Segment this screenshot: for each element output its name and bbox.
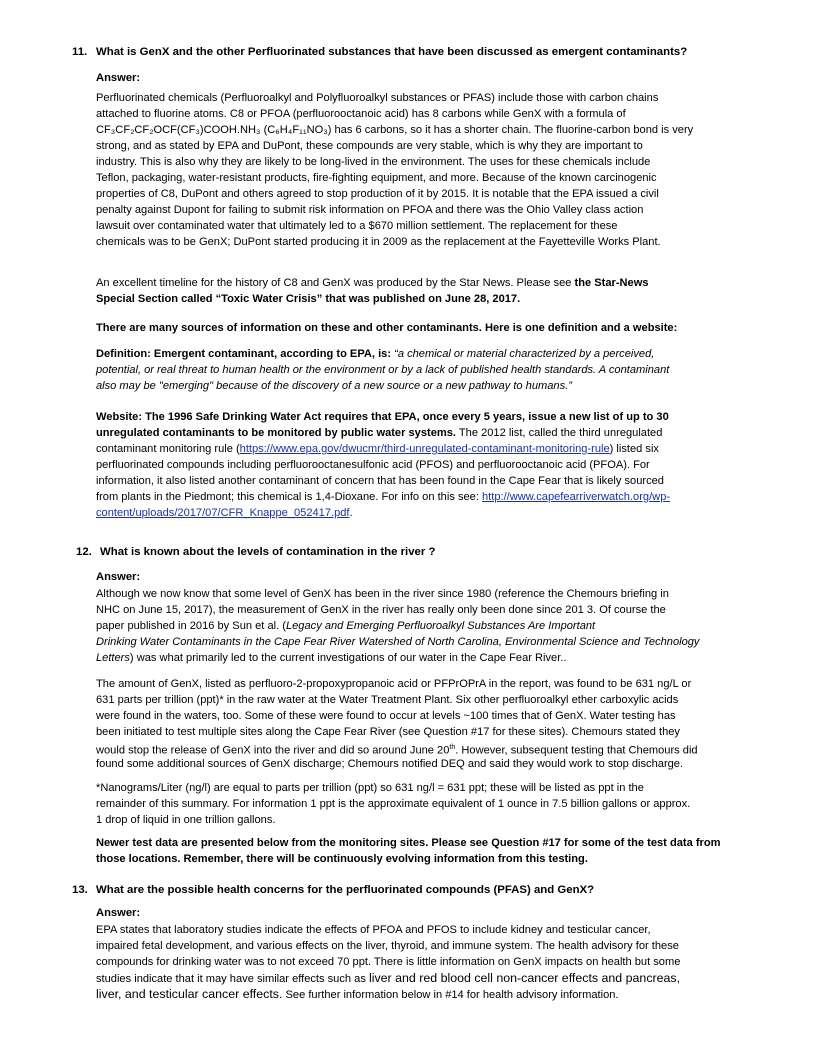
text-line: compounds for drinking water was to not exceed 70 ppt. There is little information on GenX impacts on health but some	[96, 956, 681, 968]
text-run: An excellent timeline for the history of C8 and GenX was produced by the Star News. Please see	[96, 277, 575, 289]
superscript: th	[449, 744, 456, 751]
text-run: liver, and testicular cancer effects.	[96, 987, 283, 1001]
q13-paragraph-1	[96, 922, 760, 1002]
answer-label: Answer:	[96, 72, 141, 84]
paper-title: Legacy and Emerging Perfluoroalkyl Substances Are Important	[285, 620, 596, 632]
text-line: Special Section called “Toxic Water Crisis” that was published on June 28, 2017.	[96, 293, 521, 305]
text-line: CF₃CF₂CF₂OCF(CF₃)COOH.NH₃ (C₆H₄F₁₁NO₃) has 6 carbons, so it has a shorter chain. The fluorine-carbon bond is very	[96, 124, 694, 136]
question-text: What is GenX and the other Perfluorinated substances that have been discussed as emergent contaminants?	[96, 46, 688, 58]
journal-name: Letters	[96, 652, 130, 664]
question-number: 13.	[72, 884, 88, 896]
text-run: .	[349, 507, 353, 519]
text-line: attached to fluorine atoms. C8 or PFOA (perfluorooctanoic acid) has 8 carbons while GenX with a formula of	[96, 108, 626, 120]
q12-footnote	[96, 780, 760, 828]
text-line: Teflon, packaging, water-resistant products, fire-fighting equipment, and more. Because of the known carcinogenic	[96, 172, 657, 184]
text-line: industry. This is also why they are likely to be long-lived in the environment. The uses for these chemicals include	[96, 156, 651, 168]
text-line: Newer test data are presented below from the monitoring sites. Please see Question #17 for some of the test data from	[96, 837, 721, 849]
question-12	[76, 545, 435, 559]
text-line: strong, and as stated by EPA and DuPont, these compounds are very stable, which is why they are important to	[96, 140, 643, 152]
text-run: unregulated contaminants to be monitored by public water systems.	[96, 427, 456, 439]
text-line: remainder of this summary. For information 1 ppt is the approximate equivalent of 1 ounce in 7.5 billion gallons or approx.	[96, 798, 691, 810]
text-line: 631 parts per trillion (ppt)* in the raw water at the Water Treatment Plant. Six other perfluoroalkyl ether carboxylic acids	[96, 694, 679, 706]
text-line: lawsuit over contaminated water that ultimately led to a $670 million settlement. The replacement for these	[96, 220, 618, 232]
question-number: 11.	[72, 46, 88, 58]
text-line: been initiated to test multiple sites along the Cape Fear River (see Question #17 for these sites). Chemours stated they	[96, 726, 680, 738]
question-13	[72, 883, 594, 897]
q12-paragraph-4	[96, 835, 760, 867]
text-run: contaminant monitoring rule (	[96, 443, 240, 455]
text-line: Perfluorinated chemicals (Perfluoroalkyl and Polyfluoroalkyl substances or PFAS) include those with carbon chains	[96, 92, 659, 104]
website-paragraph	[96, 409, 760, 521]
text-run: studies indicate that it may have similar effects such as	[96, 973, 369, 985]
text-line: penalty against Dupont for failing to submit risk information on PFOA and there was the Ohio Valley class action	[96, 204, 644, 216]
text-line: 1 drop of liquid in one trillion gallons.	[96, 814, 276, 826]
text-line: There are many sources of information on these and other contaminants. Here is one definition and a website:	[96, 322, 678, 334]
question-11	[72, 45, 687, 59]
text-run: liver and red blood cell non-cancer effects and pancreas,	[368, 971, 681, 985]
question-number: 12.	[76, 546, 92, 558]
text-line: The amount of GenX, listed as perfluoro-2-propoxypropanoic acid or PFPrOPrA in the report, was found to be 631 ng/L or	[96, 678, 692, 690]
question-text: What are the possible health concerns for the perfluorinated compounds (PFAS) and GenX?	[96, 884, 595, 896]
text-run: ) listed six	[609, 443, 659, 455]
text-line: *Nanograms/Liter (ng/l) are equal to parts per trillion (ppt) so 631 ng/l = 631 ppt; these will be listed as ppt in the	[96, 782, 644, 794]
question-text: What is known about the levels of contamination in the river ?	[100, 546, 436, 558]
text-run: . However, subsequent testing that Chemours did	[455, 744, 698, 757]
definition-paragraph	[96, 346, 760, 394]
text-run: would stop the release of GenX into the river and did so around June 20	[96, 744, 450, 757]
q12-paragraph-2	[96, 676, 760, 772]
answer-label: Answer:	[96, 907, 141, 919]
paper-title: Drinking Water Contaminants in the Cape Fear River Watershed of North Carolina, Environmental Science and Technology	[96, 636, 700, 648]
answer-label: Answer:	[96, 571, 141, 583]
q11-paragraph-1	[96, 90, 760, 250]
definition-label: Definition: Emergent contaminant, according to EPA, is:	[96, 348, 395, 360]
text-run: ) was what primarily led to the current investigations of our water in the Cape Fear River..	[129, 652, 567, 664]
cape-fear-riverwatch-link[interactable]: http://www.capefearriverwatch.org/wp-	[482, 491, 671, 503]
cape-fear-riverwatch-link-cont[interactable]: content/uploads/2017/07/CFR_Knappe_052417.pdf	[96, 507, 350, 519]
text-line: EPA states that laboratory studies indicate the effects of PFOA and PFOS to include kidney and testicular cancer,	[96, 924, 651, 936]
text-line: were found in the waters, too. Some of these were found to occur at levels ~100 times that of GenX. Water testing has	[96, 710, 676, 722]
definition-quote: also may be "emerging" because of the discovery of a new source or a new pathway to humans.”	[96, 380, 572, 392]
text-run: See further information below in #14 for health advisory information.	[282, 989, 619, 1001]
text-line: Website: The 1996 Safe Drinking Water Act requires that EPA, once every 5 years, issue a new list of up to 30	[96, 411, 669, 423]
star-news-reference: the Star-News	[574, 277, 649, 289]
text-line: properties of C8, DuPont and others agreed to stop production of it by 2015. It is notable that the EPA issued a civil	[96, 188, 659, 200]
text-line: impaired fetal development, and various effects on the liver, thyroid, and immune system. The health advisory for these	[96, 940, 679, 952]
text-line: found some additional sources of GenX discharge; Chemours notified DEQ and said they would work to stop discharge.	[96, 758, 684, 770]
text-line: perfluorinated compounds including perfluorooctanesulfonic acid (PFOS) and perfluorooctanoic acid (PFOA). For	[96, 459, 650, 471]
text-line: those locations. Remember, there will be continuously evolving information from this testing.	[96, 853, 588, 865]
q11-paragraph-2	[96, 275, 760, 307]
q11-paragraph-3	[96, 320, 760, 336]
text-run: The 2012 list, called the third unregulated	[456, 427, 663, 439]
text-line: Although we now know that some level of GenX has been in the river since 1980 (reference the Chemours briefing in	[96, 588, 669, 600]
text-run: from plants in the Piedmont; this chemical is 1,4-Dioxane. For info on this see:	[96, 491, 482, 503]
text-run: paper published in 2016 by Sun et al. (	[96, 620, 286, 632]
q12-paragraph-1	[96, 586, 760, 666]
definition-quote: potential, or real threat to human health or the environment or by a lack of published health standards. A contaminant	[96, 364, 670, 376]
text-line: NHC on June 15, 2017), the measurement of GenX in the river has really only been done since 201 3. Of course the	[96, 604, 666, 616]
text-line: information, it also listed another contaminant of concern that has been found in the Cape Fear that is likely sourced	[96, 475, 664, 487]
definition-quote: “a chemical or material characterized by a perceived,	[394, 348, 655, 360]
epa-ucmr-link[interactable]: https://www.epa.gov/dwucmr/third-unregulated-contaminant-monitoring-rule	[239, 443, 610, 455]
text-line: chemicals was to be GenX; DuPont started producing it in 2009 as the replacement at the Fayetteville Works Plant.	[96, 236, 661, 248]
